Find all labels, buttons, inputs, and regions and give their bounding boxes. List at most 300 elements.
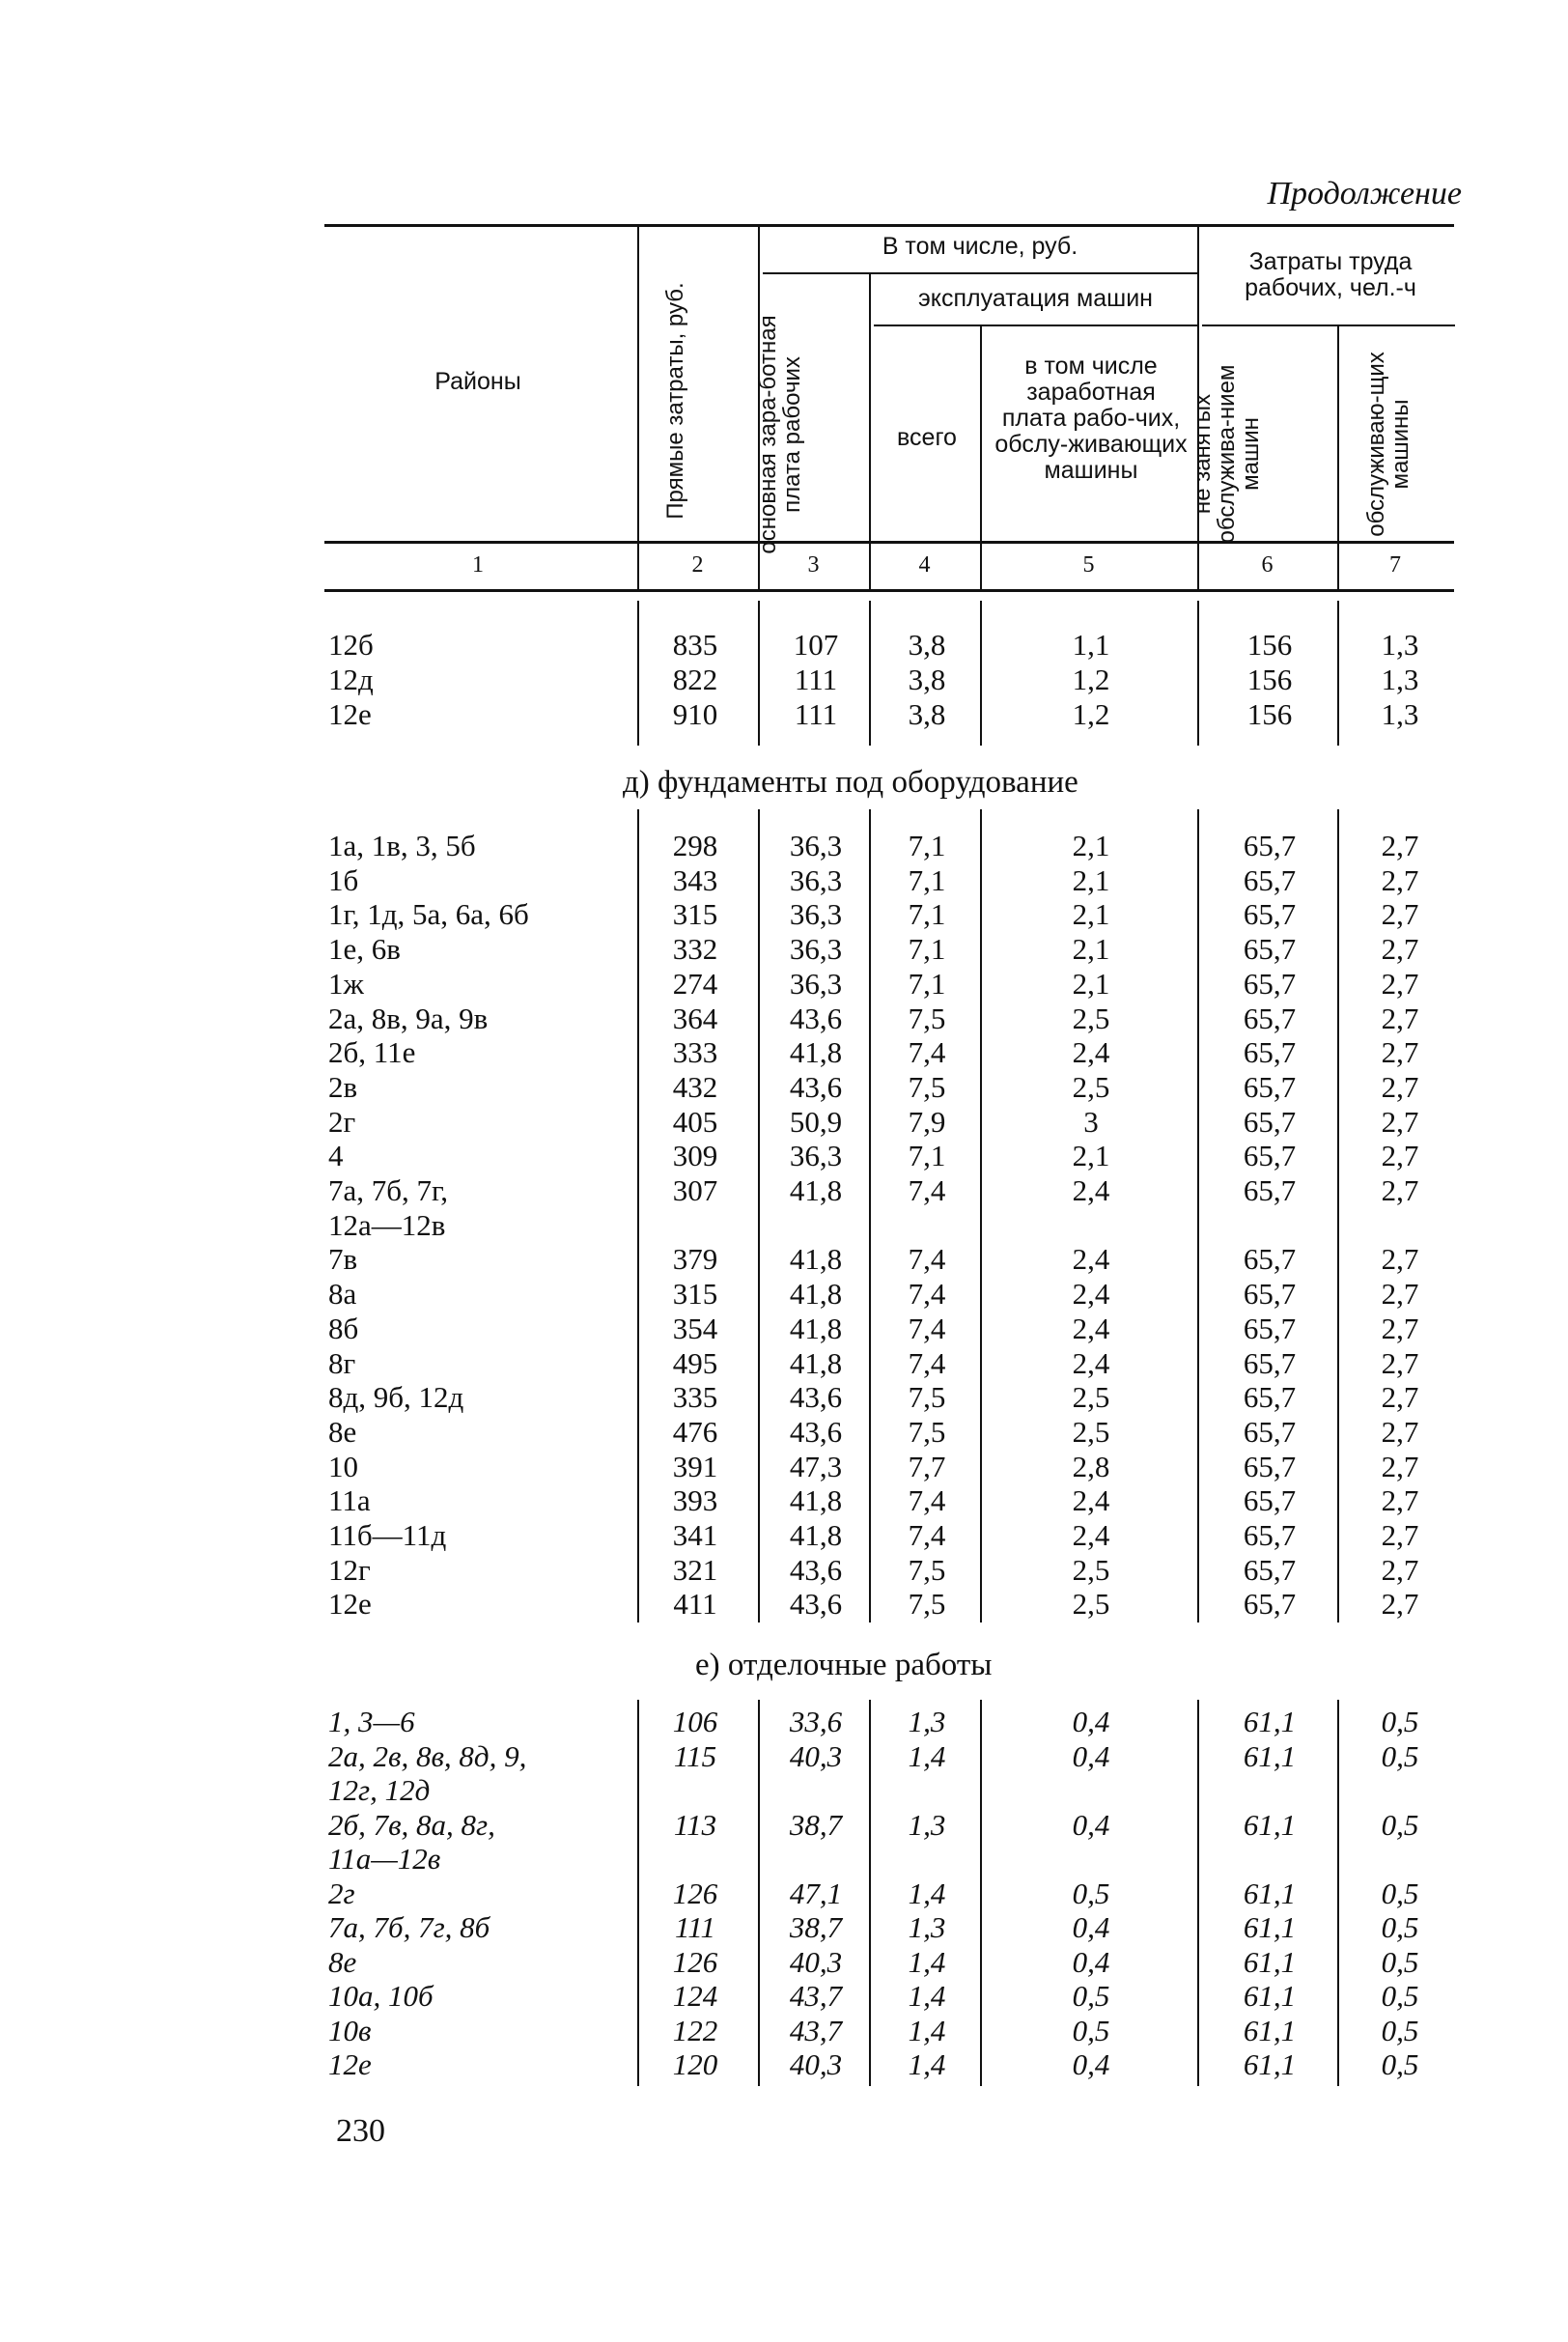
value-cell: 7,1 — [908, 1139, 946, 1173]
value-cell: 2,7 — [1381, 1069, 1419, 1104]
value-cell: 2,1 — [1072, 862, 1110, 897]
value-cell: 65,7 — [1243, 829, 1297, 862]
value-cell: 7,4 — [908, 1277, 946, 1312]
value-cell: 61,1 — [1243, 1807, 1297, 1842]
region-cell: 10 — [328, 1449, 358, 1483]
value-cell: 7,4 — [908, 1035, 946, 1070]
value-cell: 2,7 — [1381, 966, 1419, 1001]
value-cell: 2,7 — [1381, 1518, 1419, 1552]
value-cell: 7,1 — [908, 932, 946, 967]
value-cell: 41,8 — [789, 1518, 843, 1552]
value-cell: 0,5 — [1381, 1876, 1419, 1910]
value-cell: 156 — [1246, 697, 1293, 731]
value-cell: 65,7 — [1243, 1587, 1297, 1622]
value-cell: 65,7 — [1243, 1104, 1297, 1139]
value-cell: 2,1 — [1072, 897, 1110, 932]
value-cell: 364 — [672, 1001, 718, 1035]
value-cell: 2,7 — [1381, 1345, 1419, 1380]
section-e-title: е) отделочные работы — [695, 1648, 993, 1682]
value-cell: 2,7 — [1381, 1414, 1419, 1449]
value-cell: 61,1 — [1243, 2047, 1297, 2081]
region-cell: 8а — [328, 1277, 357, 1312]
value-cell: 1,4 — [908, 1944, 946, 1979]
value-cell: 2,7 — [1381, 1449, 1419, 1483]
value-cell: 822 — [672, 663, 718, 696]
value-cell: 41,8 — [789, 1035, 843, 1070]
region-cell: 11б—11д — [328, 1518, 447, 1552]
table-row — [0, 1070, 1568, 1105]
table-row — [0, 2047, 1568, 2082]
table-row — [0, 1242, 1568, 1277]
region-cell: 2г — [328, 1104, 356, 1139]
value-cell: 111 — [794, 697, 838, 731]
value-cell: 2,5 — [1072, 1552, 1110, 1587]
value-cell: 7,5 — [908, 1069, 946, 1104]
value-cell: 65,7 — [1243, 1345, 1297, 1380]
header-including-rub: В том числе, руб. — [882, 233, 1078, 260]
region-cell: 8е — [328, 1944, 357, 1979]
value-cell: 2,7 — [1381, 1104, 1419, 1139]
value-cell: 476 — [672, 1414, 718, 1449]
value-cell: 7,1 — [908, 829, 946, 862]
value-cell: 61,1 — [1243, 1944, 1297, 1979]
value-cell: 0,5 — [1381, 1738, 1419, 1773]
value-cell: 7,4 — [908, 1345, 946, 1380]
value-cell: 47,3 — [789, 1449, 843, 1483]
region-cell: 1, 3—6 — [328, 1705, 415, 1738]
value-cell: 7,1 — [908, 897, 946, 932]
value-cell: 7,5 — [908, 1414, 946, 1449]
value-cell: 0,5 — [1381, 1807, 1419, 1842]
value-cell: 2,7 — [1381, 1311, 1419, 1345]
region-cell: 8е — [328, 1414, 357, 1449]
value-cell: 43,6 — [789, 1001, 843, 1035]
table-row — [0, 1979, 1568, 2014]
region-cell: 7в — [328, 1242, 358, 1277]
value-cell: 2,4 — [1072, 1277, 1110, 1312]
value-cell: 1,3 — [908, 1705, 946, 1738]
table-row — [0, 1035, 1568, 1070]
value-cell: 7,7 — [908, 1449, 946, 1483]
value-cell: 2,7 — [1381, 862, 1419, 897]
table-row — [0, 1518, 1568, 1553]
value-cell: 65,7 — [1243, 1552, 1297, 1587]
value-cell: 307 — [672, 1173, 718, 1207]
colnum-6: 6 — [1261, 552, 1274, 578]
region-cell: 2а, 2в, 8в, 8д, 9, — [328, 1738, 527, 1773]
region-cell: 12г, 12д — [328, 1773, 431, 1807]
value-cell: 7,5 — [908, 1001, 946, 1035]
value-cell: 65,7 — [1243, 1069, 1297, 1104]
value-cell: 2,4 — [1072, 1173, 1110, 1207]
value-cell: 2,7 — [1381, 1139, 1419, 1173]
value-cell: 354 — [672, 1311, 718, 1345]
page-number: 230 — [336, 2113, 385, 2149]
value-cell: 411 — [673, 1587, 717, 1622]
value-cell: 65,7 — [1243, 897, 1297, 932]
value-cell: 0,4 — [1072, 1807, 1110, 1842]
region-cell: 11а — [328, 1483, 371, 1518]
region-cell: 2а, 8в, 9а, 9в — [328, 1001, 489, 1035]
region-cell: 2б, 7в, 8а, 8г, — [328, 1807, 495, 1842]
table-row — [0, 1910, 1568, 1945]
value-cell: 2,7 — [1381, 1001, 1419, 1035]
value-cell: 2,5 — [1072, 1380, 1110, 1415]
value-cell: 43,6 — [789, 1414, 843, 1449]
region-cell: 11а—12в — [328, 1842, 441, 1876]
value-cell: 65,7 — [1243, 1380, 1297, 1415]
value-cell: 2,7 — [1381, 1587, 1419, 1622]
value-cell: 65,7 — [1243, 1277, 1297, 1312]
value-cell: 43,7 — [789, 1979, 843, 2013]
section-d-title: д) фундаменты под оборудование — [623, 765, 1078, 800]
value-cell: 61,1 — [1243, 1979, 1297, 2013]
value-cell: 2,4 — [1072, 1518, 1110, 1552]
region-cell: 1ж — [328, 966, 364, 1001]
value-cell: 0,5 — [1072, 2013, 1110, 2047]
value-cell: 7,9 — [908, 1104, 946, 1139]
colnum-7: 7 — [1389, 552, 1401, 578]
value-cell: 315 — [672, 1277, 718, 1312]
value-cell: 379 — [672, 1242, 718, 1277]
value-cell: 124 — [672, 1979, 718, 2013]
value-cell: 2,5 — [1072, 1069, 1110, 1104]
value-cell: 65,7 — [1243, 1139, 1297, 1173]
value-cell: 43,6 — [789, 1069, 843, 1104]
value-cell: 7,4 — [908, 1311, 946, 1345]
table-row — [0, 1553, 1568, 1588]
value-cell: 61,1 — [1243, 2013, 1297, 2047]
value-cell: 36,3 — [789, 932, 843, 967]
value-cell: 1,3 — [908, 1910, 946, 1944]
value-cell: 65,7 — [1243, 966, 1297, 1001]
value-cell: 65,7 — [1243, 1173, 1297, 1207]
value-cell: 2,7 — [1381, 1483, 1419, 1518]
value-cell: 2,7 — [1381, 1277, 1419, 1312]
value-cell: 1,3 — [1381, 697, 1419, 731]
value-cell: 1,3 — [1381, 628, 1419, 662]
value-cell: 0,5 — [1381, 1705, 1419, 1738]
region-cell: 12е — [328, 697, 372, 731]
value-cell: 65,7 — [1243, 1483, 1297, 1518]
value-cell: 2,5 — [1072, 1414, 1110, 1449]
value-cell: 2,4 — [1072, 1483, 1110, 1518]
value-cell: 65,7 — [1243, 1001, 1297, 1035]
value-cell: 2,5 — [1072, 1587, 1110, 1622]
value-cell: 41,8 — [789, 1242, 843, 1277]
value-cell: 7,5 — [908, 1552, 946, 1587]
value-cell: 120 — [672, 2047, 718, 2081]
table-row — [0, 1705, 1568, 1739]
value-cell: 2,1 — [1072, 932, 1110, 967]
value-cell: 3,8 — [908, 663, 946, 696]
value-cell: 432 — [672, 1069, 718, 1104]
value-cell: 7,4 — [908, 1242, 946, 1277]
value-cell: 2,1 — [1072, 966, 1110, 1001]
region-cell: 12д — [328, 663, 374, 696]
value-cell: 2,5 — [1072, 1001, 1110, 1035]
table-row — [0, 1450, 1568, 1484]
value-cell: 61,1 — [1243, 1910, 1297, 1944]
value-cell: 2,7 — [1381, 932, 1419, 967]
value-cell: 835 — [672, 628, 718, 662]
value-cell: 111 — [794, 663, 838, 696]
colnum-3: 3 — [807, 552, 820, 578]
value-cell: 36,3 — [789, 829, 843, 862]
value-cell: 65,7 — [1243, 1518, 1297, 1552]
value-cell: 41,8 — [789, 1277, 843, 1312]
region-cell: 2г — [328, 1876, 355, 1910]
value-cell: 40,3 — [789, 1944, 843, 1979]
value-cell: 65,7 — [1243, 1414, 1297, 1449]
value-cell: 7,1 — [908, 862, 946, 897]
value-cell: 2,7 — [1381, 1035, 1419, 1070]
table-row — [0, 1312, 1568, 1346]
value-cell: 61,1 — [1243, 1738, 1297, 1773]
value-cell: 122 — [672, 2013, 718, 2047]
value-cell: 0,4 — [1072, 1944, 1110, 1979]
value-cell: 391 — [672, 1449, 718, 1483]
colnum-bottom-rule — [324, 589, 1454, 592]
hdr-vline-6 — [1337, 324, 1339, 591]
header-serving: обслуживаю-щих машины — [1363, 352, 1414, 537]
table-row — [0, 1346, 1568, 1381]
header-labor-costs: Затраты труда рабочих, чел.-ч — [1245, 248, 1416, 301]
value-cell: 1,4 — [908, 2047, 946, 2081]
table-row — [0, 1876, 1568, 1911]
value-cell: 910 — [672, 697, 718, 731]
value-cell: 41,8 — [789, 1483, 843, 1518]
value-cell: 298 — [672, 829, 718, 862]
table-row — [0, 1208, 1568, 1243]
value-cell: 1,2 — [1072, 663, 1110, 696]
value-cell: 43,7 — [789, 2013, 843, 2047]
value-cell: 38,7 — [789, 1807, 843, 1842]
region-cell: 8д, 9б, 12д — [328, 1380, 464, 1415]
region-cell: 12а—12в — [328, 1207, 446, 1242]
value-cell: 0,5 — [1072, 1979, 1110, 2013]
value-cell: 2,7 — [1381, 1242, 1419, 1277]
region-cell: 2б, 11е — [328, 1035, 416, 1070]
value-cell: 107 — [793, 628, 839, 662]
value-cell: 2,1 — [1072, 1139, 1110, 1173]
value-cell: 1,3 — [908, 1807, 946, 1842]
value-cell: 1,3 — [1381, 663, 1419, 696]
value-cell: 1,1 — [1072, 628, 1110, 662]
value-cell: 315 — [672, 897, 718, 932]
value-cell: 1,2 — [1072, 697, 1110, 731]
region-cell: 8г — [328, 1345, 356, 1380]
value-cell: 50,9 — [789, 1104, 843, 1139]
value-cell: 333 — [672, 1035, 718, 1070]
rule-including — [763, 272, 1197, 274]
value-cell: 126 — [672, 1944, 718, 1979]
region-cell: 12е — [328, 2047, 372, 2081]
value-cell: 43,6 — [789, 1552, 843, 1587]
value-cell: 111 — [675, 1910, 715, 1944]
value-cell: 495 — [672, 1345, 718, 1380]
value-cell: 7,5 — [908, 1587, 946, 1622]
value-cell: 0,5 — [1072, 1876, 1110, 1910]
value-cell: 41,8 — [789, 1345, 843, 1380]
value-cell: 321 — [672, 1552, 718, 1587]
value-cell: 405 — [672, 1104, 718, 1139]
value-cell: 2,8 — [1072, 1449, 1110, 1483]
value-cell: 65,7 — [1243, 862, 1297, 897]
colnum-4: 4 — [918, 552, 931, 578]
region-cell: 1а, 1в, 3, 5б — [328, 829, 476, 862]
table-row — [0, 829, 1568, 863]
table-row — [0, 628, 1568, 663]
region-cell: 12б — [328, 628, 374, 662]
value-cell: 7,4 — [908, 1518, 946, 1552]
table-row — [0, 1483, 1568, 1518]
rule-labor — [1202, 324, 1455, 326]
value-cell: 0,5 — [1381, 1944, 1419, 1979]
table-row — [0, 1002, 1568, 1036]
value-cell: 36,3 — [789, 1139, 843, 1173]
table-row — [0, 932, 1568, 967]
value-cell: 7,1 — [908, 966, 946, 1001]
value-cell: 343 — [672, 862, 718, 897]
value-cell: 43,6 — [789, 1380, 843, 1415]
value-cell: 156 — [1246, 628, 1293, 662]
value-cell: 65,7 — [1243, 1242, 1297, 1277]
hdr-vline-1 — [637, 226, 639, 591]
value-cell: 2,4 — [1072, 1345, 1110, 1380]
table-row — [0, 1415, 1568, 1450]
value-cell: 2,7 — [1381, 1380, 1419, 1415]
region-cell: 2в — [328, 1069, 358, 1104]
value-cell: 65,7 — [1243, 932, 1297, 967]
value-cell: 1,4 — [908, 1738, 946, 1773]
value-cell: 274 — [672, 966, 718, 1001]
value-cell: 2,7 — [1381, 829, 1419, 862]
region-cell: 1б — [328, 862, 359, 897]
header-total: всего — [897, 424, 957, 451]
hdr-vline-3 — [869, 272, 871, 591]
header-machine-operation: эксплуатация машин — [918, 285, 1153, 312]
header-base-wage: основная зара-ботная плата рабочих — [755, 315, 805, 554]
header-direct-costs: Прямые затраты, руб. — [662, 282, 688, 520]
value-cell: 113 — [673, 1807, 717, 1842]
region-cell: 7а, 7б, 7г, — [328, 1173, 448, 1207]
value-cell: 47,1 — [789, 1876, 843, 1910]
value-cell: 2,4 — [1072, 1035, 1110, 1070]
value-cell: 309 — [672, 1139, 718, 1173]
region-cell: 12г — [328, 1552, 371, 1587]
value-cell: 106 — [672, 1705, 718, 1738]
colnum-2: 2 — [691, 552, 704, 578]
value-cell: 7,4 — [908, 1173, 946, 1207]
value-cell: 2,4 — [1072, 1311, 1110, 1345]
region-cell: 10в — [328, 2013, 372, 2047]
value-cell: 0,5 — [1381, 2013, 1419, 2047]
value-cell: 2,7 — [1381, 897, 1419, 932]
value-cell: 2,7 — [1381, 1173, 1419, 1207]
table-row — [0, 1739, 1568, 1774]
value-cell: 0,4 — [1072, 1738, 1110, 1773]
header-regions: Районы — [434, 368, 521, 395]
table-row — [0, 1139, 1568, 1173]
table-row — [0, 1105, 1568, 1140]
value-cell: 65,7 — [1243, 1035, 1297, 1070]
value-cell: 393 — [672, 1483, 718, 1518]
header-not-busy: не занятых обслужива-нием машин — [1190, 364, 1264, 544]
value-cell: 126 — [672, 1876, 718, 1910]
continuation-label: Продолжение — [1267, 176, 1462, 212]
value-cell: 2,4 — [1072, 1242, 1110, 1277]
value-cell: 36,3 — [789, 862, 843, 897]
colnum-5: 5 — [1082, 552, 1095, 578]
value-cell: 33,6 — [789, 1705, 843, 1738]
value-cell: 0,5 — [1381, 1910, 1419, 1944]
value-cell: 2,1 — [1072, 829, 1110, 862]
rule-machine-op — [874, 324, 1197, 326]
table-top-rule — [324, 224, 1454, 227]
value-cell: 36,3 — [789, 966, 843, 1001]
value-cell: 3 — [1083, 1104, 1099, 1139]
table-row — [0, 1808, 1568, 1843]
value-cell: 3,8 — [908, 628, 946, 662]
value-cell: 0,4 — [1072, 1910, 1110, 1944]
value-cell: 7,5 — [908, 1380, 946, 1415]
hdr-vline-4 — [980, 324, 982, 591]
region-cell: 12е — [328, 1587, 372, 1622]
value-cell: 0,4 — [1072, 2047, 1110, 2081]
region-cell: 1е, 6в — [328, 932, 401, 967]
table-row — [0, 863, 1568, 898]
value-cell: 65,7 — [1243, 1449, 1297, 1483]
table-row — [0, 1587, 1568, 1622]
value-cell: 3,8 — [908, 697, 946, 731]
table-row — [0, 1773, 1568, 1808]
table-row — [0, 1945, 1568, 1980]
table-row — [0, 1277, 1568, 1312]
value-cell: 0,5 — [1381, 2047, 1419, 2081]
table-row — [0, 967, 1568, 1002]
table-row — [0, 1173, 1568, 1208]
region-cell: 4 — [328, 1139, 344, 1173]
value-cell: 1,4 — [908, 1876, 946, 1910]
table-row — [0, 1380, 1568, 1415]
value-cell: 65,7 — [1243, 1311, 1297, 1345]
value-cell: 41,8 — [789, 1311, 843, 1345]
value-cell: 156 — [1246, 663, 1293, 696]
value-cell: 41,8 — [789, 1173, 843, 1207]
header-including-wage: в том числе заработная плата рабо-чих, обслу-живающих машины — [994, 353, 1188, 484]
value-cell: 43,6 — [789, 1587, 843, 1622]
value-cell: 36,3 — [789, 897, 843, 932]
value-cell: 40,3 — [789, 2047, 843, 2081]
colnum-1: 1 — [472, 552, 484, 578]
value-cell: 61,1 — [1243, 1705, 1297, 1738]
value-cell: 2,7 — [1381, 1552, 1419, 1587]
value-cell: 0,5 — [1381, 1979, 1419, 2013]
value-cell: 332 — [672, 932, 718, 967]
table-row — [0, 663, 1568, 697]
region-cell: 7а, 7б, 7г, 8б — [328, 1910, 490, 1944]
value-cell: 115 — [673, 1738, 717, 1773]
region-cell: 10а, 10б — [328, 1979, 434, 2013]
value-cell: 7,4 — [908, 1483, 946, 1518]
table-row — [0, 2014, 1568, 2048]
region-cell: 8б — [328, 1311, 359, 1345]
value-cell: 341 — [672, 1518, 718, 1552]
table-row — [0, 1842, 1568, 1876]
region-cell: 1г, 1д, 5а, 6а, 6б — [328, 897, 529, 932]
value-cell: 1,4 — [908, 2013, 946, 2047]
